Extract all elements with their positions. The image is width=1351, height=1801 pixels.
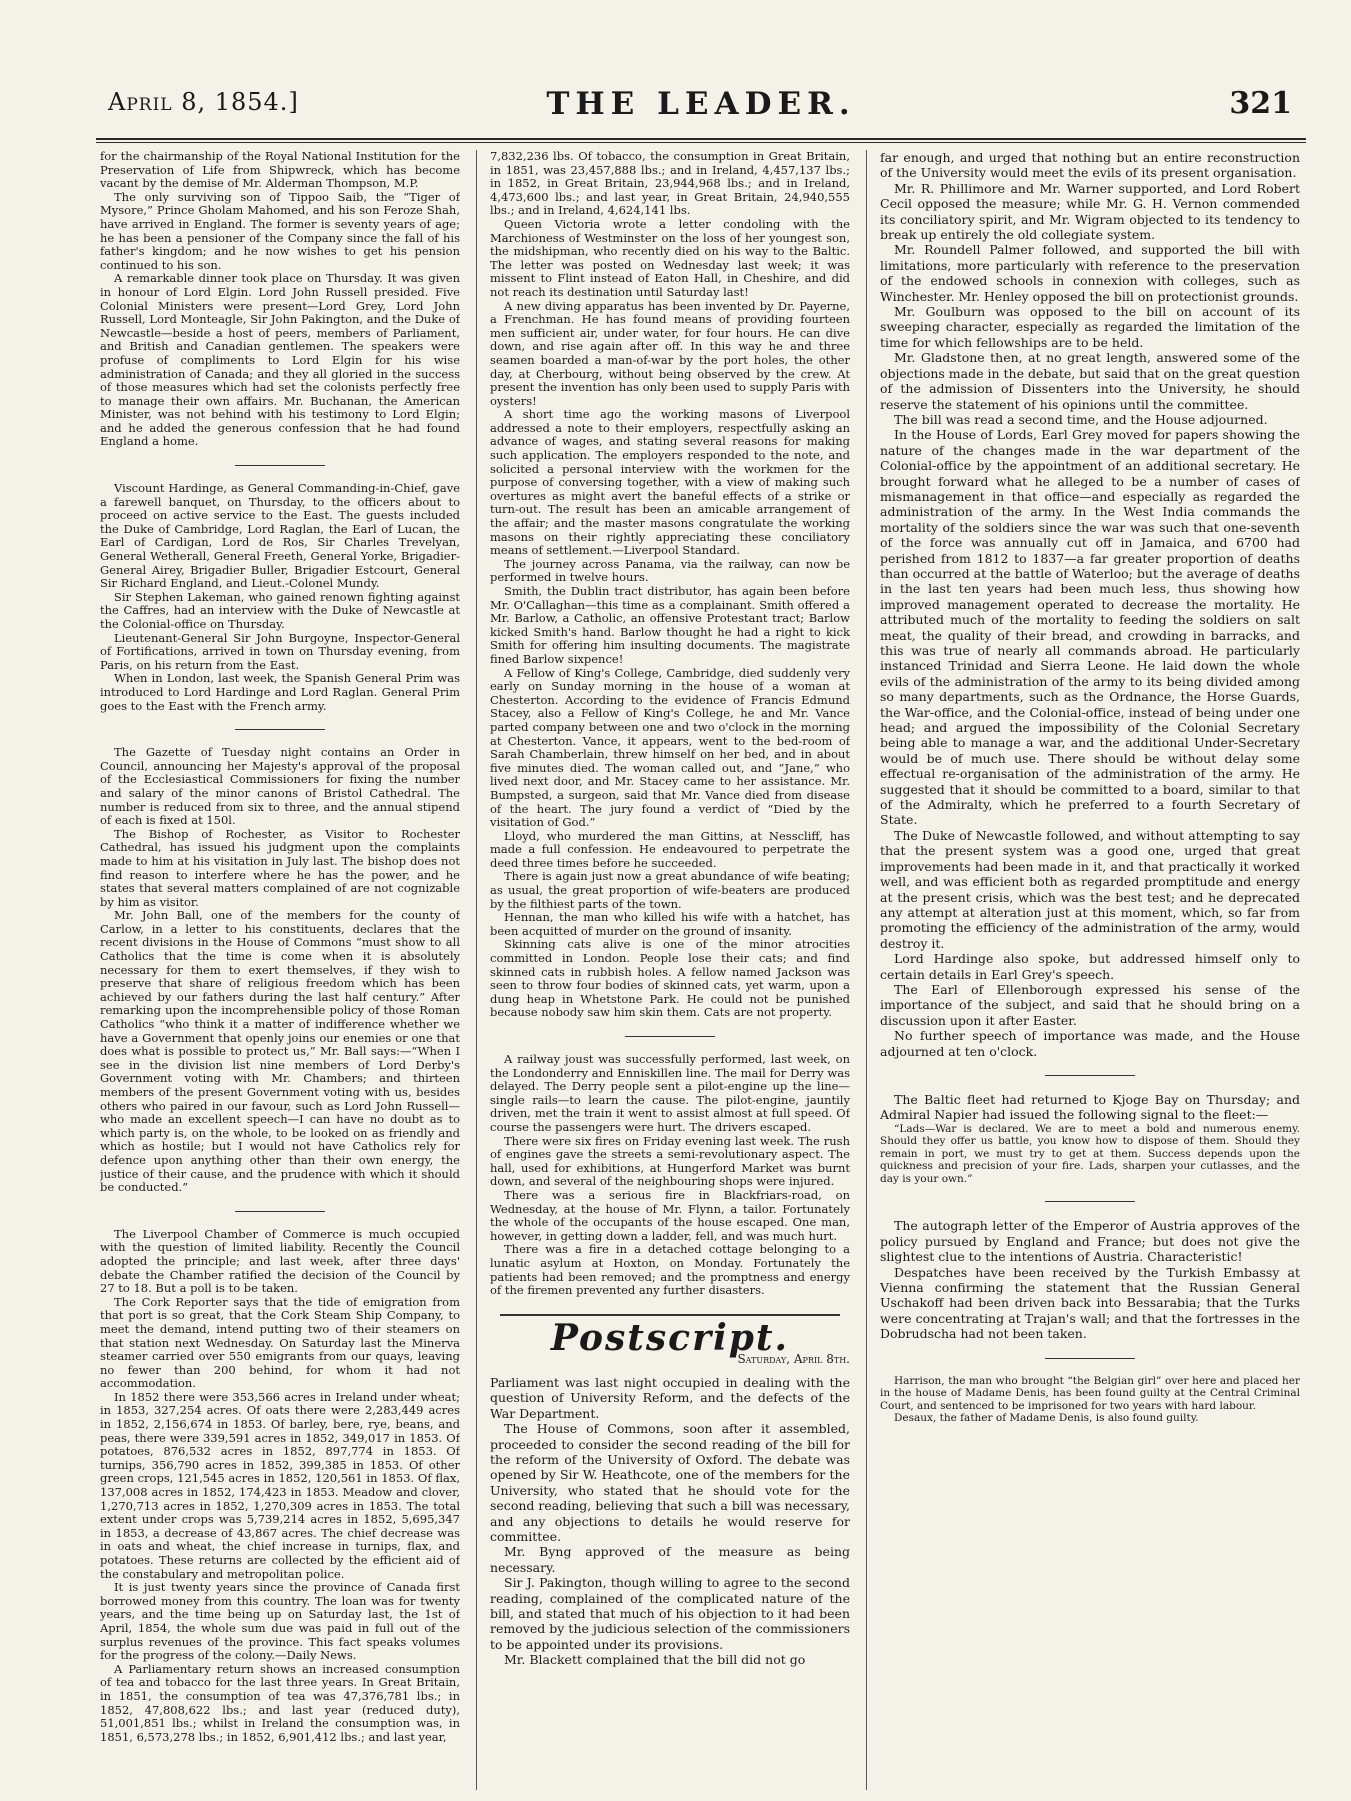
article-paragraph: There were six fires on Friday evening last week. The rush of engines gave the streets a semi-revolutionary aspect. The hall, used for exhibitions, at Hungerford Market was burnt down, and several of the neighbouring shops were injured.	[490, 1133, 850, 1189]
article-paragraph: There was a fire in a detached cottage belonging to a lunatic asylum at Hoxton, on Monday. Fortunately the patients had been removed; and the promptness and energy of the firemen prevented any further disasters.	[490, 1242, 850, 1298]
article-paragraph: The Earl of Ellenborough expressed his sense of the importance of the subject, and said that he should bring on a discussion upon it after Easter.	[880, 981, 1300, 1028]
issue-date: April 8, 1854.]	[108, 88, 299, 116]
article-paragraph: Mr. Blackett complained that the bill did not go	[504, 1652, 806, 1668]
article-paragraph: Mr. Goulburn was opposed to the bill on account of its sweeping character, especially as regarded the limitation of the time for which fellowships are to be held.	[880, 304, 1300, 350]
article-paragraph: Mr. R. Phillimore and Mr. Warner supported, and Lord Robert Cecil opposed the measure; while Mr. G. H. Vernon commended its conciliatory spirit, and Mr. Wigram objected to its tendency to break up entirely the old collegiate system.	[880, 180, 1300, 243]
newspaper-title: THE LEADER.	[546, 86, 856, 122]
section-divider	[1045, 1201, 1135, 1202]
column-rule	[866, 150, 867, 1790]
article-paragraph: A Fellow of King's College, Cambridge, died suddenly very early on Sunday morning in the house of a woman at Chesterton. According to the evidence of Francis Edmund Stacey, also a Fellow of King's College, he and Mr. Vance parted company between one and two o'clock in the morning at Chesterton. Vance, it appears, went to the bed-room of Sarah Chamberlain, threw himself on her bed, and in about five minutes died. The woman called out, and “Jane,” who lived next door, and Mr. Stacey came to her assistance. Mr. Bumpsted, a surgeon, said that Mr. Vance died from disease of the heart. The jury found a verdict of “Died by the visitation of God.”	[490, 665, 850, 830]
masthead-rule-thin	[96, 142, 1306, 143]
postscript-dateline: Saturday, April 8th.	[737, 1352, 850, 1367]
article-paragraph: The Baltic fleet had returned to Kjoge Bay on Thursday; and Admiral Napier had issued the following signal to the fleet:—	[880, 1091, 1300, 1123]
article-paragraph: A Parliamentary return shows an increased consumption of tea and tobacco for the last three years. In Great Britain, in 1851, the consumption of tea was 47,376,781 lbs.; in 1852, 47,808,622 lbs.; and last year (reduced duty), 51,001,851 lbs.; whilst in Ireland the consumption was, in 1851, 6,573,278 lbs.; in 1852, 6,901,412 lbs.; and last year,	[100, 1661, 460, 1744]
article-paragraph: The Liverpool Chamber of Commerce is much occupied with the question of limited liability. Recently the Council adopted the principle; and last week, after three days' debate the Chamber ratified the decision of the Council by 27 to 18. But a poll is to be taken.	[100, 1226, 460, 1296]
article-paragraph: A new diving apparatus has been invented by Dr. Payerne, a Frenchman. He has found means of providing fourteen men sufficient air, under water, for four hours. He can dive down, and rise again after off. In this way he and three seamen boarded a man-of-war by the port holes, the other day, at Cherbourg, without being observed by the crew. At present the invention has only been used to supply Paris with oysters!	[490, 298, 850, 408]
article-paragraph: Mr. John Ball, one of the members for the county of Carlow, in a letter to his constituents, declares that the recent divisions in the House of Commons “must show to all Catholics that the time is come when it is absolutely necessary for them to exert themselves, if they wish to preserve that share of religious freedom which has been achieved by our fathers during the last half century.” After remarking upon the incomprehensible policy of those Roman Catholics “who think it a matter of indifference whether we have a Government that openly joins our enemies or one that does what is possible to protect us,” Mr. Ball says:—“When I see in the division list nine members of Lord Derby's Government voting with Mr. Chambers; and thirteen members of the present Government voting with us, besides others who paired in our favour, such as Lord John Russell—who made an excellent speech—I can have no doubt as to which party is, on the whole, to be looked on as friendly and which as hostile; but I would not have Catholics rely for defence upon anything other than their own energy, the justice of their cause, and the prudence with which it should be conducted.”	[100, 908, 460, 1195]
section-divider	[235, 465, 325, 466]
section-divider	[235, 1211, 325, 1212]
article-paragraph: The autograph letter of the Emperor of Austria approves of the policy pursued by England and France; but does not give the slightest clue to the intentions of Austria. Characteristic!	[880, 1218, 1300, 1265]
article-paragraph: Lieutenant-General Sir John Burgoyne, Inspector-General of Fortifications, arrived in town on Thursday evening, from Paris, on his return from the East.	[100, 630, 460, 672]
article-paragraph: There is again just now a great abundance of wife beating; as usual, the great proportion of wife-beaters are produced by the filthiest parts of the town.	[490, 869, 850, 911]
postscript-title: Postscript.	[550, 1316, 790, 1359]
article-paragraph: The Bishop of Rochester, as Visitor to Rochester Cathedral, has issued his judgment upon the complaints made to him at his visitation in July last. The bishop does not find reason to interfere where he has the power, and he states that several matters complained of are not cognizable by him as visitor.	[100, 826, 460, 909]
section-divider	[1045, 1075, 1135, 1076]
article-paragraph: Parliament was last night occupied in dealing with the question of University Reform, and the defects of the War Department.	[490, 1374, 850, 1421]
article-paragraph: The bill was read a second time, and the House adjourned.	[894, 411, 1268, 427]
section-divider	[235, 729, 325, 730]
article-paragraph: Sir J. Pakington, though willing to agree to the second reading, complained of the complicated nature of the bill, and stated that much of his objection to it had been removed by the judicious selection of the commissioners to be appointed under its provisions.	[490, 1575, 850, 1652]
signal-quote: “Lads—War is declared. We are to meet a bold and numerous enemy. Should they offer us battle, you know how to dispose of them. Should they remain in port, we must try to get at them. Success depends upon the quickness and precision of your fire. Lads, sharpen your cutlasses, and the day is your own.”	[880, 1122, 1300, 1185]
postscript-body	[490, 1375, 850, 1668]
article-paragraph: Smith, the Dublin tract distributor, has again been before Mr. O'Callaghan—this time as a complainant. Smith offered a Mr. Barlow, a Catholic, an offensive Protestant tract; Barlow kicked Smith's hand. Barlow thought he had a right to kick Smith for offering him insulting documents. The magistrate fined Barlow sixpence!	[490, 584, 850, 666]
article-paragraph: In the House of Lords, Earl Grey moved for papers showing the nature of the changes made in the war department of the Colonial-office by the appointment of an additional secretary. He brought forward what he alleged to be a number of cases of mismanagement in that office—and especially as regarded the administration of the army. In the West India commands the mortality of the soldiers since the war was such that one-seventh of the force was annually cut off in Jamaica, and 6700 had perished from 1812 to 1837—a far greater proportion of deaths than occurred at the battle of Waterloo; but the average of deaths in the last ten years had been much less, thus showing how improved management operated to decrease the mortality. He attributed much of the mortality to feeding the soldiers on salt meat, the quality of their bread, and crowding in barracks, and this was true of nearly all commands abroad. He particularly instanced Trinidad and Sierra Leone. He laid down the whole evils of the administration of the army to its being divided among so many departments, such as the Ordnance, the Horse Guards, the War-office, and the Colonial-office, instead of being under one head; and argued the impossibility of the Colonial Secretary being able to manage a war, and the additional Under-Secretary would be of much use. There should be without delay some effectual re-organisation of the administration of the army. He suggested that it should be committed to a board, similar to that of the Admiralty, which he preferred to a fourth Secretary of State.	[880, 427, 1300, 828]
section-divider	[1045, 1358, 1135, 1359]
article-paragraph: The House of Commons, soon after it assembled, proceeded to consider the second reading of the bill for the reform of the University of Oxford. The debate was opened by Sir W. Heathcote, one of the members for the University, who stated that he should vote for the second reading, believing that such a bill was necessary, and any objections to details he would reserve for committee.	[490, 1421, 850, 1544]
article-paragraph: A short time ago the working masons of Liverpool addressed a note to their employers, respectfully asking an advance of wages, and stating several reasons for making such application. The employers responded to the note, and solicited a personal interview with the workmen for the purpose of conversing together, with a view of making such overtures as might avert the baneful effects of a strike or turn-out. The result has been an amicable arrangement of the affair; and the master masons congratulate the working masons on their rightly appreciating these conciliatory means of settlement.—Liverpool Standard.	[490, 407, 850, 558]
article-paragraph: Mr. Roundell Palmer followed, and supported the bill with limitations, more particularly with reference to the preservation of the endowed schools in connexion with colleges, such as Winchester. Mr. Henley opposed the bill on protectionist grounds.	[880, 242, 1300, 304]
article-paragraph: A railway joust was successfully performed, last week, on the Londonderry and Enniskillen line. The mail for Derry was delayed. The Derry people sent a pilot-engine up the line—single rails—to learn the cause. The pilot-engine, jauntily driven, met the train it went to assist almost at full speed. Of course the passengers were hurt. The drivers escaped.	[490, 1052, 850, 1134]
masthead	[96, 78, 1306, 138]
masthead-rule	[96, 138, 1306, 140]
postscript-rule	[500, 1314, 840, 1316]
article-paragraph: Harrison, the man who brought “the Belgian girl” over here and placed her in the house of Madame Denis, has been found guilty at the Central Criminal Court, and sentenced to be imprisoned for two years with hard labour.	[880, 1374, 1300, 1412]
article-paragraph: In 1852 there were 353,566 acres in Ireland under wheat; in 1853, 327,254 acres. Of oats there were 2,283,449 acres in 1852, 2,156,674 in 1853. Of barley, bere, rye, beans, and peas, there were 339,591 acres in 1852, 349,017 in 1853. Of potatoes, 876,532 acres in 1852, 897,774 in 1853. Of turnips, 356,790 acres in 1852, 399,385 in 1853. Of other green crops, 121,545 acres in 1852, 120,561 in 1853. Of flax, 137,008 acres in 1852, 174,423 in 1853. Meadow and clover, 1,270,713 acres in 1852, 1,270,309 acres in 1853. The total extent under crops was 5,739,214 acres in 1852, 5,695,347 in 1853, a decrease of 43,867 acres. The chief decrease was in oats and wheat, the chief increase in turnips, flax, and potatoes. These returns are collected by the efficient aid of the constabulary and metropolitan police.	[100, 1389, 460, 1581]
article-paragraph: The Gazette of Tuesday night contains an Order in Council, announcing her Majesty's approval of the proposal of the Ecclesiastical Commissioners for fixing the number and salary of the minor canons of Bristol Cathedral. The number is reduced from six to three, and the annual stipend of each is fixed at 150l.	[100, 745, 460, 828]
article-paragraph: Hennan, the man who killed his wife with a hatchet, has been acquitted of murder on the ground of insanity.	[490, 910, 850, 938]
article-paragraph: for the chairmanship of the Royal National Institution for the Preservation of Life from Shipwreck, which has become vacant by the demise of Mr. Alderman Thompson, M.P.	[100, 150, 460, 191]
article-paragraph: There was a serious fire in Blackfriars-road, on Wednesday, at the house of Mr. Flynn, a tailor. Fortunately the whole of the occupants of the house escaped. One man, however, in getting down a ladder, fell, and was much hurt.	[490, 1187, 850, 1243]
article-paragraph: Viscount Hardinge, as General Commanding-in-Chief, gave a farewell banquet, on Thursday, to the officers about to proceed on active service to the East. The guests included the Duke of Cambridge, Lord Raglan, the Earl of Lucan, the Earl of Cardigan, Lord de Ros, Sir Charles Trevelyan, General Wetherall, General Freeth, General Yorke, Brigadier-General Airey, Brigadier Buller, Brigadier Estcourt, General Sir Richard England, and Lieut.-Colonel Mundy.	[100, 481, 460, 591]
article-paragraph: Mr. Byng approved of the measure as being necessary.	[490, 1544, 850, 1575]
article-paragraph: Sir Stephen Lakeman, who gained renown fighting against the Caffres, had an interview with the Duke of Newcastle at the Colonial-office on Thursday.	[100, 589, 460, 631]
column-3	[880, 150, 1300, 1790]
postscript-heading	[490, 1316, 850, 1359]
section-divider	[625, 1036, 715, 1037]
article-paragraph: The Cork Reporter says that the tide of emigration from that port is so great, that the Cork Steam Ship Company, to meet the demand, intend putting two of their steamers on that station next Wednesday. On Saturday last the Minerva steamer carried over 550 emigrants from our quays, leaving no fewer than 200 behind, for whom it had not accommodation.	[100, 1294, 460, 1391]
article-paragraph: Despatches have been received by the Turkish Embassy at Vienna confirming the statement that the Russian General Uschakoff had been driven back into Bessarabia; that the Turks were concentrating at Trajan's wall; and that the fortresses in the Dobrudscha had not been taken.	[880, 1264, 1300, 1342]
article-paragraph: Desaux, the father of Madame Denis, is also found guilty.	[894, 1412, 1199, 1425]
article-paragraph: No further speech of importance was made, and the House adjourned at ten o'clock.	[880, 1028, 1300, 1059]
article-paragraph: The Duke of Newcastle followed, and without attempting to say that the present system was a good one, urged that great improvements had been made in it, and that practically it worked well, and was efficient both as regarded promptitude and energy at the present crisis, which was the best test; and he deprecated any attempt at alteration just at this moment, which, so far from promoting the efficiency of the administration of the army, would destroy it.	[880, 827, 1300, 951]
article-paragraph: Mr. Gladstone then, at no great length, answered some of the objections made in the debate, but said that on the great question of the admission of Dissenters into the University, he should reserve the statement of his opinions until the committee.	[880, 350, 1300, 412]
article-paragraph: Skinning cats alive is one of the minor atrocities committed in London. People lose their cats; and find skinned cats in rubbish holes. A fellow named Jackson was seen to throw four bodies of skinned cats, yet warm, upon a dung heap in Whetstone Park. He could not be punished because nobody saw him skin them. Cats are not property.	[490, 937, 850, 1020]
article-paragraph: Lloyd, who murdered the man Gittins, at Nesscliff, has made a full confession. He endeavoured to perpetrate the deed three times before he succeeded.	[490, 828, 850, 870]
page-number: 321	[1229, 86, 1292, 121]
column-rule	[476, 150, 477, 1790]
article-paragraph: far enough, and urged that nothing but an entire reconstruction of the University would meet the evils of its present organisation.	[880, 150, 1300, 181]
column-1	[100, 150, 460, 1790]
article-paragraph: 7,832,236 lbs. Of tobacco, the consumption in Great Britain, in 1851, was 23,457,888 lbs.; and in Ireland, 4,457,137 lbs.; in 1852, in Great Britain, 23,944,968 lbs.; and in Ireland, 4,473,600 lbs.; and last year, in Great Britain, 24,940,555 lbs.; and in Ireland, 4,624,141 lbs.	[490, 150, 850, 218]
article-paragraph: A remarkable dinner took place on Thursday. It was given in honour of Lord Elgin. Lord John Russell presided. Five Colonial Ministers were present—Lord Grey, Lord John Russell, Lord Monteagle, Sir John Pakington, and the Duke of Newcastle—beside a host of peers, members of Parliament, and British and Canadian gentlemen. The speakers were profuse of compliments to Lord Elgin for his wise administration of Canada; and they all gloried in the success of those measures which had set the colonists perfectly free to manage their own affairs. Mr. Buchanan, the American Minister, was not behind with his testimony to Lord Elgin; and he added the generous confession that he had found England a home.	[100, 271, 460, 449]
article-paragraph: Queen Victoria wrote a letter condoling with the Marchioness of Westminster on the loss of her youngest son, the midshipman, who recently died on his way to the Baltic. The letter was posted on Wednesday last week; it was missent to Flint instead of Eaton Hall, in Cheshire, and did not reach its destination until Saturday last!	[490, 216, 850, 299]
article-paragraph: When in London, last week, the Spanish General Prim was introduced to Lord Hardinge and Lord Raglan. General Prim goes to the East with the French army.	[100, 671, 460, 713]
article-paragraph: The journey across Panama, via the railway, can now be performed in twelve hours.	[490, 556, 850, 585]
article-paragraph: Lord Hardinge also spoke, but addressed himself only to certain details in Earl Grey's speech.	[880, 951, 1300, 982]
column-2	[490, 150, 850, 1790]
article-paragraph: The only surviving son of Tippoo Saib, the “Tiger of Mysore,” Prince Gholam Mahomed, and his son Feroze Shah, have arrived in England. The former is seventy years of age; he has been a pensioner of the Company since the fall of his father's kingdom; and he now wishes to get his pension continued to his son.	[100, 189, 460, 272]
article-paragraph: It is just twenty years since the province of Canada first borrowed money from this country. The loan was for twenty years, and the time being up on Saturday last, the 1st of April, 1854, the whole sum due was paid in full out of the surplus revenues of the province. This fact speaks volumes for the progress of the colony.—Daily News.	[100, 1580, 460, 1663]
